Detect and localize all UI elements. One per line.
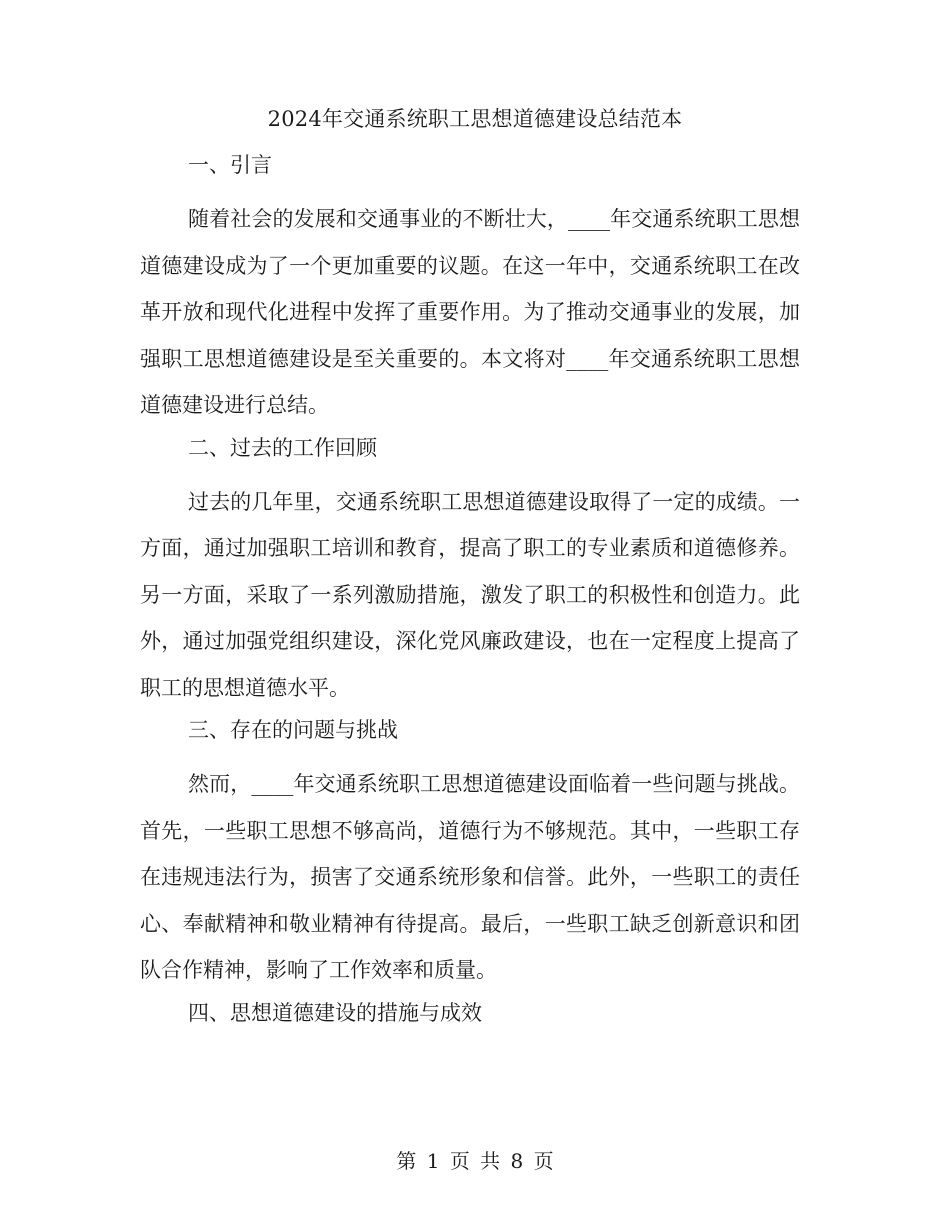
paragraph: 随着社会的发展和交通事业的不断壮大，____年交通系统职工思想道德建设成为了一个更加重要的议题。在这一年中，交通系统职工在改革开放和现代化进程中发挥了重要作用。为了推动交通事业的发展，加强职工思想道德建设是至关重要的。本文将对____年交通系统职工思想道德建设进行总结。 — [140, 207, 800, 417]
document-title: 2024年交通系统职工思想道德建设总结范本 — [267, 107, 683, 131]
paragraph: 然而，____年交通系统职工思想道德建设面临着一些问题与挑战。首先，一些职工思想不够高尚，道德行为不够规范。其中，一些职工存在违规违法行为，损害了交通系统形象和信誉。此外，一些职工的责任心、奉献精神和敬业精神有待提高。最后，一些职工缺乏创新意识和团队合作精神，影响了工作效率和质量。 — [140, 772, 800, 982]
section-heading: 四、思想道德建设的措施与成效 — [188, 1000, 482, 1025]
section-past-work-review — [140, 433, 800, 712]
page-number-footer: 第 1 页 共 8 页 — [396, 1149, 554, 1173]
section-introduction — [140, 150, 800, 429]
section-heading: 三、存在的问题与挑战 — [188, 718, 398, 742]
section-heading: 二、过去的工作回顾 — [188, 435, 377, 460]
section-measures-results — [140, 998, 800, 1044]
section-problems-challenges — [140, 715, 800, 994]
section-heading: 一、引言 — [188, 153, 272, 177]
document-body — [140, 150, 800, 1044]
paragraph: 过去的几年里，交通系统职工思想道德建设取得了一定的成绩。一方面，通过加强职工培训和教育，提高了职工的专业素质和道德修养。另一方面，采取了一系列激励措施，激发了职工的积极性和创造力。此外，通过加强党组织建设，深化党风廉政建设，也在一定程度上提高了职工的思想道德水平。 — [140, 489, 800, 700]
